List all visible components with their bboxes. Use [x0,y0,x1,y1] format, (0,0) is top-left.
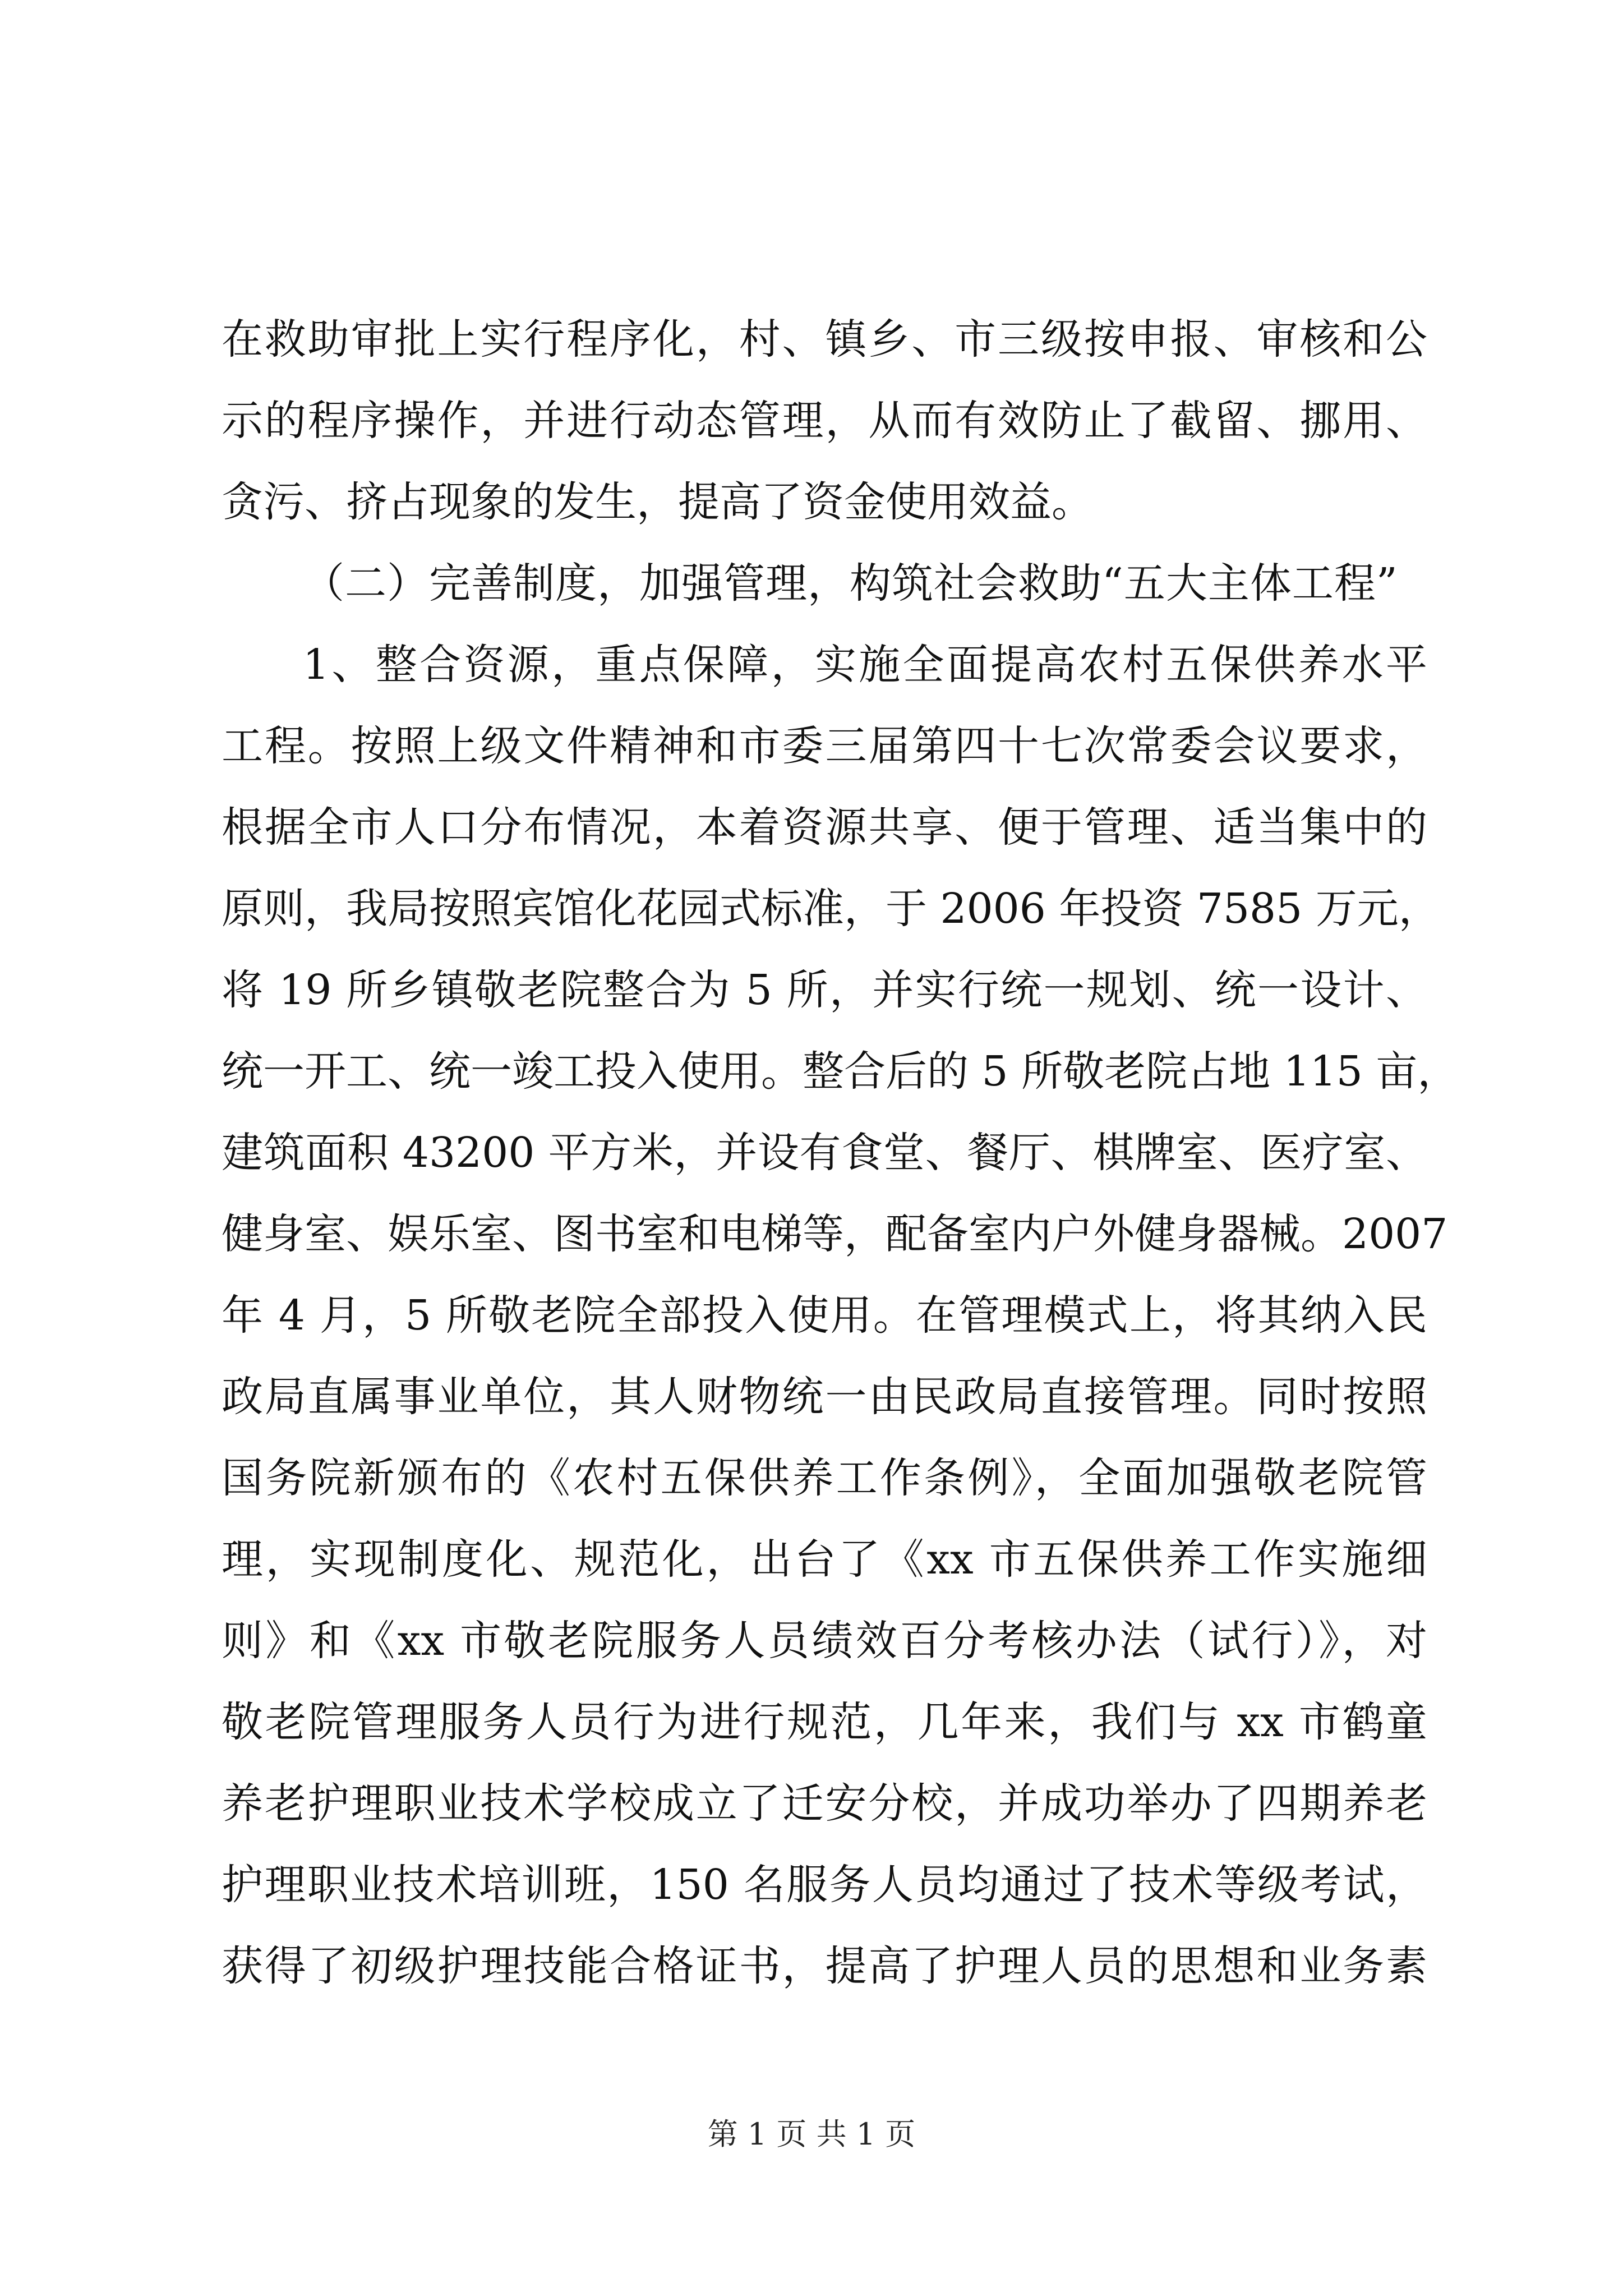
body-text-line: 建筑面积 43200 平方米，并设有食堂、餐厅、棋牌室、医疗室、 [222,1129,1427,1177]
body-text-line: 理，实现制度化、规范化，出台了《xx 市五保供养工作实施细 [222,1535,1427,1584]
body-text-line: 获得了初级护理技能合格证书，提高了护理人员的思想和业务素 [222,1942,1427,1990]
page-footer: 第 1 页 共 1 页 [707,2116,916,2152]
body-text-line: 政局直属事业单位，其人财物统一由民政局直接管理。同时按照 [222,1373,1427,1421]
body-text-line: 根据全市人口分布情况，本着资源共享、便于管理、适当集中的 [222,803,1427,852]
body-text-line: 示的程序操作，并进行动态管理，从而有效防止了截留、挪用、 [222,397,1427,445]
body-text-line: 养老护理职业技术学校成立了迁安分校，并成功举办了四期养老 [222,1779,1427,1828]
body-text-line: 1、整合资源，重点保障，实施全面提高农村五保供养水平 [303,641,1427,689]
body-text-line: 年 4 月，5 所敬老院全部投入使用。在管理模式上，将其纳入民 [222,1291,1427,1340]
body-text-line: 统一开工、统一竣工投入使用。整合后的 5 所敬老院占地 115 亩， [222,1047,1459,1096]
body-text-line: 工程。按照上级文件精神和市委三届第四十七次常委会议要求， [222,722,1427,770]
section-heading: （二）完善制度，加强管理，构筑社会救助“五大主体工程” [303,559,1398,608]
body-text-line: 在救助审批上实行程序化，村、镇乡、市三级按申报、审核和公 [222,315,1427,364]
body-text-line: 则》和《xx 市敬老院服务人员绩效百分考核办法（试行）》，对 [222,1617,1427,1665]
body-text-line: 国务院新颁布的《农村五保供养工作条例》，全面加强敬老院管 [222,1454,1427,1502]
body-text-line: 健身室、娱乐室、图书室和电梯等，配备室内户外健身器械。2007 [222,1210,1448,1258]
body-text-line: 贪污、挤占现象的发生，提高了资金使用效益。 [222,478,1093,526]
body-text-line: 敬老院管理服务人员行为进行规范，几年来，我们与 xx 市鹤童 [222,1698,1427,1746]
body-text-line: 将 19 所乡镇敬老院整合为 5 所，并实行统一规划、统一设计、 [222,966,1427,1014]
body-text-line: 护理职业技术培训班，150 名服务人员均通过了技术等级考试， [222,1861,1427,1909]
body-text-line: 原则，我局按照宾馆化花园式标准，于 2006 年投资 7585 万元， [222,885,1440,933]
